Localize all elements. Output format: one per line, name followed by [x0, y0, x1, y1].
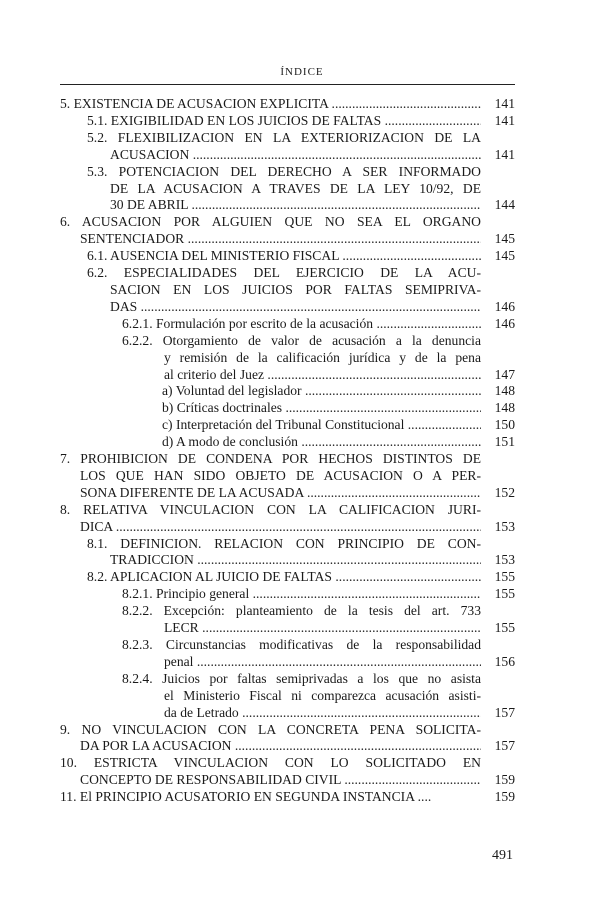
toc-page-number: 141	[494, 96, 515, 111]
toc-entry	[162, 383, 515, 400]
toc-entry-text: b) Críticas doctrinales .....	[162, 400, 481, 417]
header-rule	[60, 84, 515, 85]
toc-page-number: 144	[494, 197, 515, 213]
toc-entry	[87, 569, 515, 586]
toc-entry	[87, 164, 515, 215]
toc-entry-text: 5.3. POTENCIACION DEL DERECHO A SER INFORMADO	[87, 163, 481, 179]
toc-entry	[87, 536, 515, 570]
toc-entry-text: 6.1. AUSENCIA DEL MINISTERIO FISCAL .....	[87, 248, 481, 265]
toc-page-number: 155	[494, 620, 515, 636]
toc-page-number: 159	[494, 772, 515, 788]
toc-entry-text: 8. RELATIVA VINCULACION CON LA CALIFICACION JURI-	[60, 501, 481, 517]
toc-page-number: 150	[494, 417, 515, 433]
toc-page-number: 153	[494, 552, 515, 568]
toc-entry-text: 8.2.4. Juicios por faltas semiprivadas a los que no asista	[122, 670, 481, 686]
toc-entry-text: el Ministerio Fiscal ni comparezca acusación asisti-	[164, 687, 481, 703]
toc-entry-text: SENTENCIADOR .....	[80, 231, 481, 248]
toc-entry-text: ACUSACION .....	[110, 147, 481, 164]
toc-page-number: 153	[494, 518, 515, 534]
toc-entry	[122, 637, 515, 671]
toc-entry-text: y remisión de la calificación jurídica y de la pena	[164, 349, 481, 365]
toc-entry-text: da de Letrado .....	[164, 705, 481, 722]
toc-entry	[122, 316, 515, 333]
toc-entry-text: al criterio del Juez .....	[164, 367, 481, 384]
toc-entry	[87, 265, 515, 316]
toc-page-number: 155	[494, 586, 515, 602]
toc-entry	[122, 671, 515, 722]
toc-page-number: 155	[494, 569, 515, 585]
toc-entry	[87, 113, 515, 130]
toc-entry-text: 5.2. FLEXIBILIZACION EN LA EXTERIORIZACION DE LA	[87, 129, 481, 145]
toc-entry-text: 11. El PRINCIPIO ACUSATORIO EN SEGUNDA INSTANCIA ....	[60, 789, 432, 805]
toc-entry-text: 10. ESTRICTA VINCULACION CON LO SOLICITADO EN	[60, 755, 481, 771]
toc-entry-text: 8.2.2. Excepción: planteamiento de la tesis del art. 733	[122, 603, 481, 619]
toc-page-number: 157	[494, 704, 515, 720]
toc-entry	[60, 722, 515, 756]
toc-entry-text: SACION EN LOS JUICIOS POR FALTAS SEMIPRIVA-	[110, 281, 481, 297]
toc-entry-text: 8.2.3. Circunstancias modificativas de la responsabilidad	[122, 637, 481, 652]
toc-entry-text: d) A modo de conclusión .....	[162, 434, 481, 451]
toc-entry-text: LECR .....	[164, 620, 481, 637]
toc-entry-text: DICA .....	[80, 519, 481, 536]
running-header: ÍNDICE	[280, 66, 324, 78]
toc-page-number: 152	[494, 484, 515, 500]
toc-entry	[60, 789, 515, 806]
toc-entry	[60, 451, 515, 502]
toc-entry-text: 6.2. ESPECIALIDADES DEL EJERCICIO DE LA ACU-	[87, 265, 481, 281]
toc-page-number: 141	[494, 112, 515, 128]
toc-page-number: 147	[494, 366, 515, 382]
toc-entry	[60, 755, 515, 789]
toc-entry-text: DAS .....	[110, 299, 481, 316]
toc-entry-text: 8.1. DEFINICION. RELACION CON PRINCIPIO DE CON-	[87, 535, 481, 551]
toc-entry	[60, 214, 515, 248]
toc-entry-text: 30 DE ABRIL .....	[110, 197, 481, 214]
toc-entry-text: 8.2.1. Principio general .....	[122, 586, 481, 603]
toc-entry	[87, 130, 515, 164]
toc-entry-text: 5. EXISTENCIA DE ACUSACION EXPLICITA .....	[60, 96, 481, 113]
toc-entry	[87, 248, 515, 265]
toc-entry-text: 8.2. APLICACION AL JUICIO DE FALTAS .....	[87, 569, 481, 586]
toc-entry	[122, 333, 515, 384]
toc-page-number: 157	[494, 738, 515, 754]
page-number: 491	[492, 848, 513, 863]
toc-entry-text: TRADICCION .....	[110, 552, 481, 569]
toc-entry-text: LOS QUE HAN SIDO OBJETO DE ACUSACION O A PER-	[80, 467, 481, 483]
toc-page-number: 145	[494, 231, 515, 247]
toc-entry	[162, 400, 515, 417]
toc-entry	[162, 417, 515, 434]
toc-page-number: 148	[494, 383, 515, 399]
toc-entry	[60, 96, 515, 113]
toc-entry-text: 9. NO VINCULACION CON LA CONCRETA PENA SOLICITA-	[60, 721, 481, 737]
toc-entry	[122, 586, 515, 603]
toc-page-number: 141	[494, 146, 515, 162]
toc-page-number: 145	[494, 248, 515, 264]
toc-page-number: 156	[494, 653, 515, 669]
toc-entry	[122, 603, 515, 637]
toc-page-number: 151	[494, 434, 515, 450]
toc-entry	[162, 434, 515, 451]
toc-page-number: 148	[494, 400, 515, 416]
toc-page-number: 159	[494, 789, 515, 805]
toc-entry-text: 7. PROHIBICION DE CONDENA POR HECHOS DISTINTOS DE	[60, 451, 481, 467]
toc-entry-text: 5.1. EXIGIBILIDAD EN LOS JUICIOS DE FALTAS .....	[87, 113, 481, 130]
toc-page-number: 146	[494, 315, 515, 331]
toc-entry-text: c) Interpretación del Tribunal Constitucional .....	[162, 417, 481, 434]
toc-entry-text: CONCEPTO DE RESPONSABILIDAD CIVIL .....	[80, 772, 481, 789]
toc-entry-text: 6.2.1. Formulación por escrito de la acusación .....	[122, 316, 481, 333]
toc-entry-text: DA POR LA ACUSACION .....	[80, 738, 481, 755]
toc-entry	[60, 502, 515, 536]
toc-entry-text: 6. ACUSACION POR ALGUIEN QUE NO SEA EL ORGANO	[60, 214, 481, 230]
toc-entry-text: a) Voluntad del legislador .....	[162, 383, 481, 400]
toc-entry-text: DE LA ACUSACION A TRAVES DE LA LEY 10/92, DE	[110, 180, 481, 196]
toc-entry-text: penal .....	[164, 654, 481, 671]
toc-page-number: 146	[494, 298, 515, 314]
table-of-contents	[60, 96, 515, 806]
toc-entry-text: SONA DIFERENTE DE LA ACUSADA .....	[80, 485, 481, 502]
toc-entry-text: 6.2.2. Otorgamiento de valor de acusación a la denuncia	[122, 332, 481, 348]
